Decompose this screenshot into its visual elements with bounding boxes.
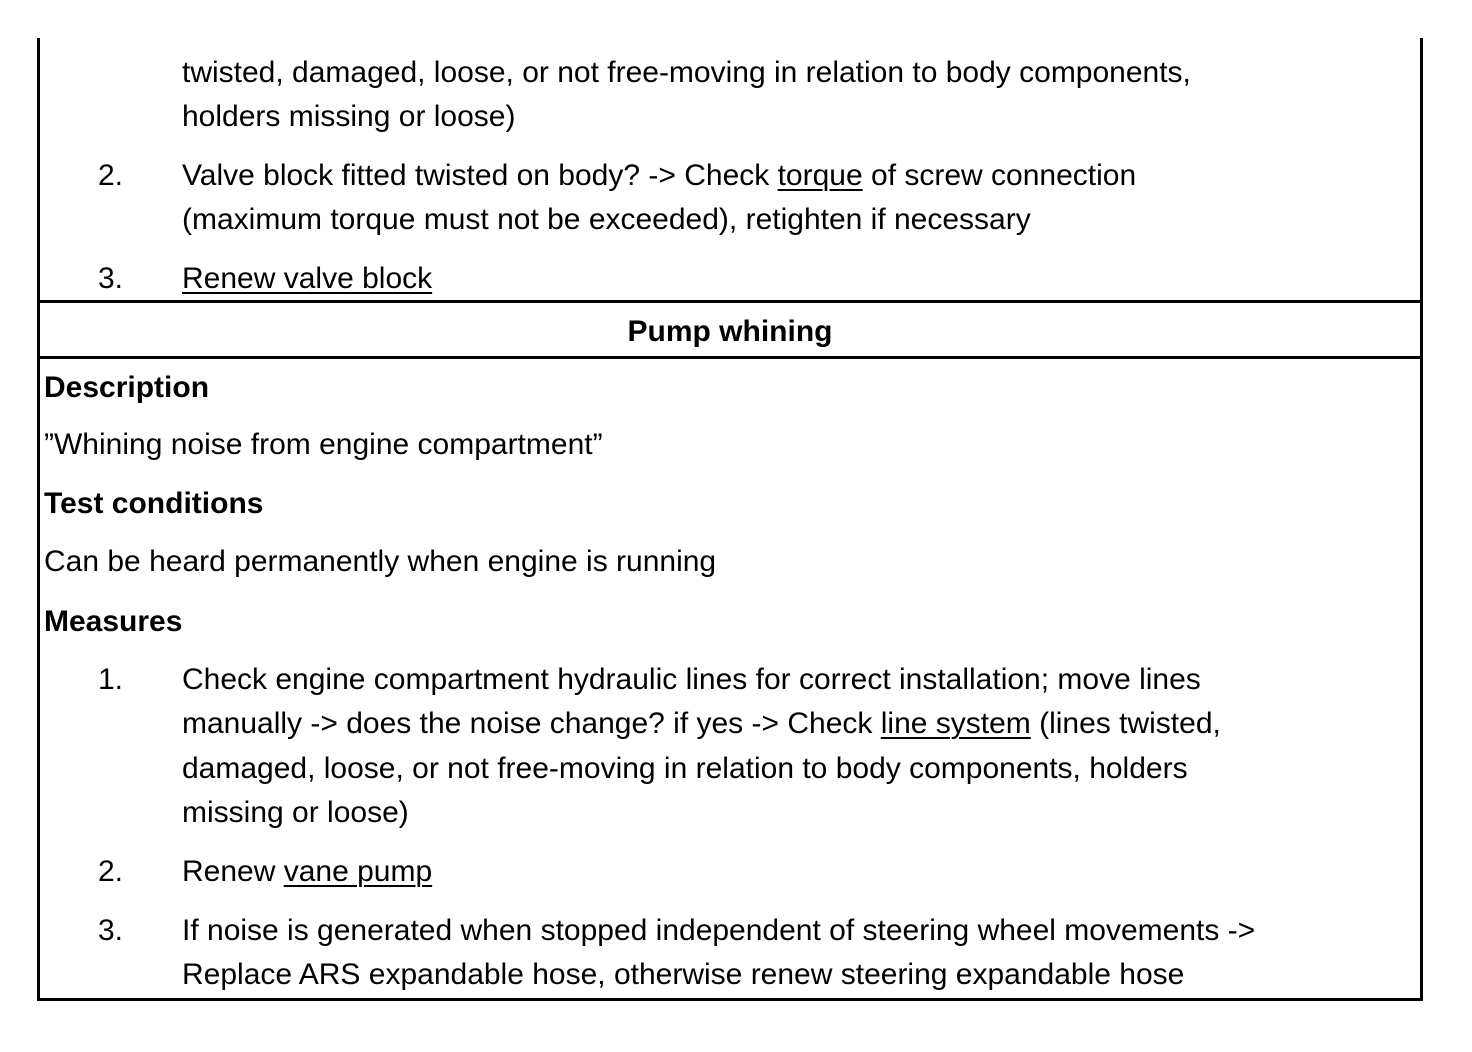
measure3-number: 3.	[98, 914, 124, 947]
measure1-line3: damaged, loose, or not free-moving in relation to body components, holders	[182, 752, 1188, 785]
description-heading: Description	[44, 371, 210, 404]
measure2-pre: Renew	[182, 855, 284, 888]
divider-bottom	[40, 356, 1420, 359]
measure1-line2-pre: manually -> does the noise change? if yes -> Check	[182, 707, 881, 740]
test-conditions-heading: Test conditions	[44, 487, 264, 520]
prev-step1-line2: holders missing or loose)	[182, 100, 516, 133]
measure1-number: 1.	[98, 663, 124, 696]
vane-pump-link[interactable]: vane pump	[283, 855, 433, 888]
line-system-link[interactable]: line system	[880, 707, 1031, 740]
measure3-line1: If noise is generated when stopped independent of steering wheel movements ->	[182, 914, 1256, 947]
measure2-line	[182, 849, 432, 894]
section-title: Pump whining	[627, 315, 833, 348]
divider-top	[40, 300, 1420, 303]
description-text: ”Whining noise from engine compartment”	[44, 428, 603, 461]
prev-step1-line1: twisted, damaged, loose, or not free-moving in relation to body components,	[182, 56, 1191, 89]
measure3-line2: Replace ARS expandable hose, otherwise renew steering expandable hose	[182, 958, 1185, 991]
torque-link[interactable]: torque	[777, 159, 863, 192]
measure2-number: 2.	[98, 855, 124, 888]
prev-step2-number: 2.	[98, 159, 124, 192]
measure1-line4: missing or loose)	[182, 796, 409, 829]
measure1-line2-post: (lines twisted,	[1030, 707, 1221, 740]
measure1-line2	[182, 701, 1221, 746]
prev-step3-number: 3.	[98, 262, 124, 295]
measure1-line1: Check engine compartment hydraulic lines for correct installation; move lines	[182, 663, 1201, 696]
troubleshooting-table	[37, 38, 1423, 1001]
prev-step2-line1	[182, 153, 1136, 198]
test-conditions-text: Can be heard permanently when engine is running	[44, 545, 717, 578]
measures-heading: Measures	[44, 605, 183, 638]
renew-valve-block-link[interactable]: Renew valve block	[182, 262, 433, 295]
prev-step2-line2: (maximum torque must not be exceeded), retighten if necessary	[182, 203, 1031, 236]
prev-step2-text-pre: Valve block fitted twisted on body? -> Check	[182, 159, 778, 192]
prev-step2-text-post: of screw connection	[862, 159, 1137, 192]
